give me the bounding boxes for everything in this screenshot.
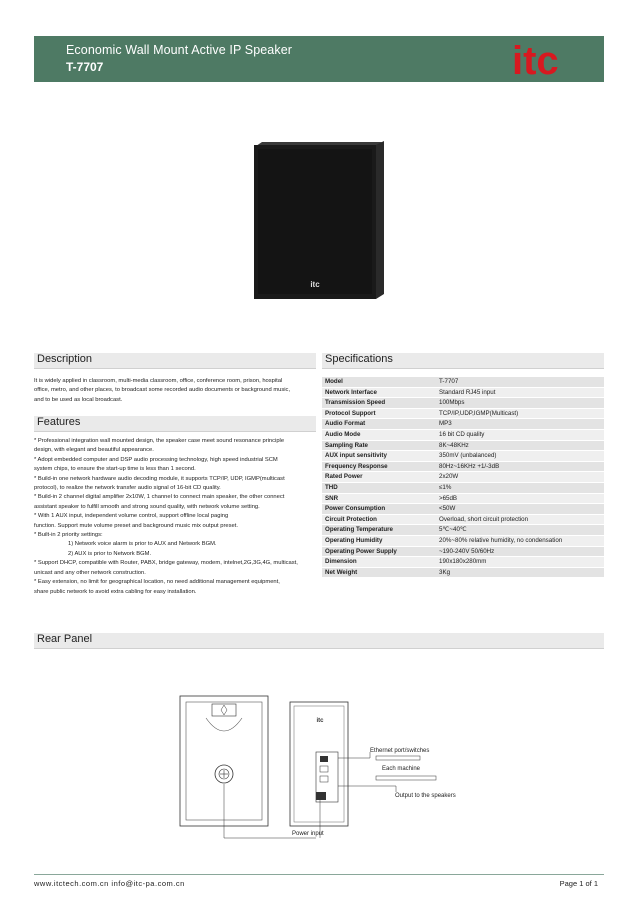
specifications-table [322,377,604,578]
footer [34,874,604,889]
itc-logo [510,34,580,86]
spec-key: Dimension [325,558,357,566]
feature-line: share public network to avoid extra cabling for easy installation. [34,588,197,595]
spec-row [322,388,604,399]
spec-key: SNR [325,494,339,502]
spec-row [322,504,604,515]
features-text [34,437,298,597]
speaker-product-image [250,140,388,302]
spec-key: Operating Humidity [325,536,383,544]
label-output: Output to the speakers [395,793,456,799]
spec-value: 100Mbps [439,399,465,407]
product-title: Economic Wall Mount Active IP Speaker [66,43,293,57]
spec-value: 16 bit CD quality [439,430,485,438]
spec-value: T-7707 [439,378,459,385]
product-model: T-7707 [66,60,104,74]
feature-line: function. Support mute volume preset and background music mix output preset. [34,522,238,529]
spec-value: 350mV (unbalanced) [439,452,497,460]
spec-row [322,398,604,409]
label-power: Power input [292,831,324,837]
spec-value: 20%~80% relative humidity, no condensation [439,536,563,544]
spec-value: ≤1% [439,483,452,491]
description-heading-bar [34,353,316,369]
description-text [34,377,290,405]
spec-row [322,547,604,558]
feature-line: * Adopt embedded computer and DSP audio processing technology, high speed industrial SCM [34,456,278,463]
specifications-heading: Specifications [325,353,393,365]
feature-line: protocol), to realize the network transfer audio signal of 16-bit CD quality. [34,485,221,492]
footer-contact: www.itctech.com.cn info@itc-pa.com.cn [34,879,185,888]
description-line: and to be used as local broadcast. [34,396,123,403]
label-ethernet: Ethernet port/switches [370,748,430,754]
spec-key: THD [325,483,338,491]
feature-line: * Build-in 2 channel digital amplifier 2x10W, 1 channel to connect main speaker, the other connect [34,494,285,501]
rear-panel-heading-bar [34,633,604,649]
spec-key: Sampling Rate [325,441,368,449]
spec-key: Frequency Response [325,462,388,470]
spec-row [322,419,604,430]
spec-row [322,568,604,579]
feature-line: * Support DHCP, compatible with Router, PABX, bridge gateway, modem, intelnet,2G,3G,4G, multicast, [34,560,298,567]
spec-value: 2x20W [439,473,459,481]
feature-line: unicast and any other network construction. [34,569,146,576]
features-heading: Features [37,416,81,428]
spec-value: Standard RJ45 input [439,388,496,396]
features-heading-bar [34,416,316,432]
spec-value: 80Hz~16KHz +1/-3dB [439,462,500,470]
spec-row [322,472,604,483]
spec-value: <50W [439,505,456,513]
description-line: It is widely applied in classroom, multi-media classroom, office, conference room, prison, hospital [34,378,283,384]
spec-value: ~190-240V 50/60Hz [439,547,495,555]
specifications-heading-bar [322,353,604,369]
feature-line: * With 1 AUX input, independent volume control, support offline local paging [34,513,229,520]
spec-row [322,377,604,388]
spec-row [322,462,604,473]
feature-line: assistant speaker to fulfill smooth and strong sound quality, with network volume setting. [34,503,260,510]
feature-line: * Build-in one network hardware audio decoding module, it supports TCP/IP, UDP, IGMP(multicast [34,475,285,482]
spec-row [322,494,604,505]
panel-logo: itc [316,718,324,724]
spec-key: Audio Mode [325,430,361,438]
spec-row [322,451,604,462]
spec-key: Power Consumption [325,505,386,513]
feature-line: 2) AUX is prior to Network BGM. [68,550,152,557]
feature-line: 1) Network voice alarm is prior to AUX and Network BGM. [68,541,217,548]
description-line: office, metro, and other places, to broadcast some recorded audio documents or background music, [34,387,291,394]
spec-key: Operating Power Supply [325,547,397,555]
feature-line: * Easy extension, no limit for geographical location, no need additional management equipment, [34,579,280,586]
spec-value: MP3 [439,420,452,428]
rear-panel-diagram [170,688,470,848]
spec-key: Circuit Protection [325,515,377,523]
spec-row [322,557,604,568]
feature-line: * Built-in 2 priority settings: [34,532,103,539]
spec-value: 190x180x280mm [439,558,487,566]
footer-page-number: Page 1 of 1 [559,879,598,888]
spec-key: Protocol Support [325,409,376,417]
spec-row [322,441,604,452]
spec-key: Rated Power [325,473,363,481]
spec-value: 8K~48KHz [439,441,469,449]
spec-key: Network Interface [325,388,377,396]
spec-key: Model [325,378,343,385]
spec-value: Overload, short circuit protection [439,515,529,523]
spec-row [322,483,604,494]
spec-key: AUX input sensitivity [325,452,387,460]
spec-key: Transmission Speed [325,399,386,407]
spec-row [322,430,604,441]
spec-row [322,536,604,547]
description-heading: Description [37,353,93,365]
spec-row [322,409,604,420]
logo-text: itc [512,39,559,83]
speaker-logo: itc [310,280,320,289]
spec-row [322,515,604,526]
spec-value: 5℃~40℃ [439,526,467,534]
feature-line: system chips, to ensure the start-up time is less than 1 second. [34,466,196,473]
rear-panel-heading: Rear Panel [37,633,93,645]
spec-key: Operating Temperature [325,526,393,534]
spec-key: Audio Format [325,420,366,428]
spec-value: >65dB [439,494,458,502]
spec-key: Net Weight [325,568,358,576]
spec-value: 3Kg [439,568,451,576]
feature-line: design, with elegant and beautiful appearance. [34,447,154,454]
spec-value: TCP/IP,UDP,IGMP(Multicast) [439,409,519,417]
label-each-machine: Each machine [382,766,421,772]
feature-line: * Professional integration wall mounted design, the speaker case meet sound resonance principle [34,438,285,444]
spec-row [322,525,604,536]
